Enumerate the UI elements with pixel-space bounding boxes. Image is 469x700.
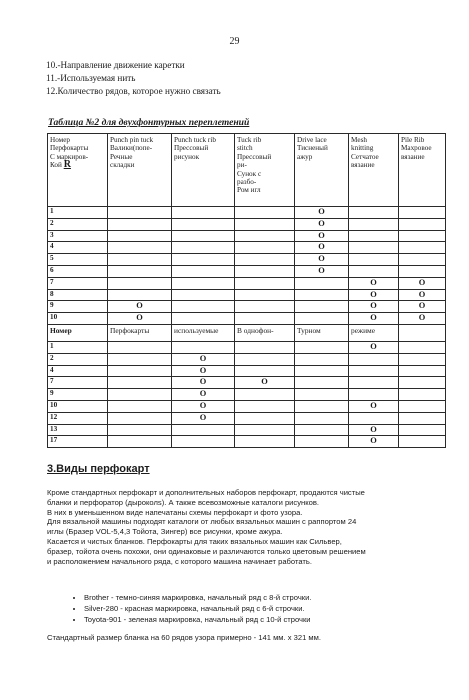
cell-mark: O xyxy=(370,400,377,410)
table-cell xyxy=(235,353,295,365)
header-text: рисунок xyxy=(174,152,200,161)
table-cell xyxy=(108,207,172,219)
table-cell xyxy=(235,265,295,277)
mid-header-cell: Номер xyxy=(48,324,108,341)
row-number: 2 xyxy=(48,353,108,365)
table-cell xyxy=(235,218,295,230)
table-cell xyxy=(108,289,172,301)
table-row xyxy=(48,254,446,266)
header-text: складки xyxy=(110,161,135,170)
cell-mark: O xyxy=(370,436,377,446)
header-tuck-rib-stitch xyxy=(235,134,295,207)
header-text: Punch pin tuck xyxy=(110,136,154,144)
header-text: Номер xyxy=(50,136,70,144)
cell-mark: O xyxy=(318,265,325,275)
table-cell xyxy=(172,254,235,266)
table-cell xyxy=(295,218,349,230)
table-cell xyxy=(399,412,446,424)
row-number: 10 xyxy=(48,400,108,412)
table-title: Таблица №2 для двухфонтурных переплетений xyxy=(48,117,250,128)
cell-mark: O xyxy=(318,254,325,264)
bullet-item: • Silver-280 - красная маркировка, начальный ряд с 6-й строчки. xyxy=(84,603,311,614)
table-cell xyxy=(108,436,172,448)
table-cell xyxy=(295,242,349,254)
row-number: 9 xyxy=(48,301,108,313)
cell-mark: O xyxy=(418,301,426,311)
intro-list xyxy=(46,59,221,98)
table-cell xyxy=(108,365,172,377)
table-cell xyxy=(235,301,295,313)
cell-mark: O xyxy=(318,242,325,252)
table-cell xyxy=(399,313,446,325)
table-cell xyxy=(108,400,172,412)
table-row xyxy=(48,207,446,219)
cell-mark: O xyxy=(418,313,426,323)
table-cell xyxy=(172,242,235,254)
row-number: 10 xyxy=(48,313,108,325)
table-cell xyxy=(349,365,399,377)
cell-mark: O xyxy=(199,412,207,422)
table-cell xyxy=(235,207,295,219)
row-number: 2 xyxy=(48,218,108,230)
table-row xyxy=(48,365,446,377)
header-text: Сетчатое xyxy=(351,152,379,161)
header-pile-rib xyxy=(399,134,446,207)
intro-line: 11.-Используемая нить xyxy=(46,73,136,83)
table-row xyxy=(48,341,446,353)
row-number: 13 xyxy=(48,424,108,436)
table-cell xyxy=(108,313,172,325)
row-number: 1 xyxy=(48,207,108,219)
footer-line: Стандартный размер бланка на 60 рядов узора примерно - 141 мм. х 321 мм. xyxy=(47,633,321,642)
header-text: вязание xyxy=(351,161,375,170)
table-cell xyxy=(172,412,235,424)
cell-mark: O xyxy=(136,301,143,311)
table-cell xyxy=(235,254,295,266)
row-number: 9 xyxy=(48,389,108,401)
cell-mark: O xyxy=(199,353,207,363)
header-text: Речные xyxy=(110,152,133,161)
header-text: Drive lace xyxy=(297,136,327,144)
header-text: Прессовый xyxy=(237,152,272,161)
mid-header-cell: Перфокарты xyxy=(108,324,172,341)
table-cell xyxy=(399,265,446,277)
mid-header-cell: Турном xyxy=(295,324,349,341)
table-cell xyxy=(349,412,399,424)
table-cell xyxy=(349,313,399,325)
header-text: Тисненый xyxy=(297,144,328,153)
row-number: 7 xyxy=(48,277,108,289)
table-cell xyxy=(172,265,235,277)
table-cell xyxy=(235,424,295,436)
table-cell xyxy=(349,301,399,313)
paragraph-line: бланки и перфоратор (дыроколs). А также всевозможные каталоги рисунков. xyxy=(47,497,319,507)
table-cell xyxy=(235,230,295,242)
mid-header-cell: режиме xyxy=(349,324,399,341)
header-text: Прессовый xyxy=(174,144,209,153)
table-cell xyxy=(349,242,399,254)
table-cell xyxy=(295,289,349,301)
table-cell xyxy=(172,277,235,289)
table-cell xyxy=(235,412,295,424)
table-cell xyxy=(399,230,446,242)
mid-header-cell: используемые xyxy=(172,324,235,341)
table-cell xyxy=(172,313,235,325)
table-cell xyxy=(349,254,399,266)
row-number: 17 xyxy=(48,436,108,448)
table-cell xyxy=(295,301,349,313)
paragraph-line: В них в уменьшенном виде напечатаны схемы перфокарт и фото узора. xyxy=(47,507,303,517)
header-text: Валики(попе- xyxy=(110,144,153,153)
cell-mark: O xyxy=(370,289,377,299)
paragraph-line: и расположением начального ряда, с которого машина начинает работать. xyxy=(47,556,312,566)
table-cell xyxy=(399,301,446,313)
table-cell xyxy=(399,424,446,436)
bullet-list xyxy=(72,592,311,625)
bullet-item: • Toyota-901 - зеленая маркировка, начальный ряд с 10-й строчки xyxy=(84,614,311,625)
table-cell xyxy=(235,377,295,389)
header-text: knitting xyxy=(351,144,374,153)
table-header-row xyxy=(48,134,446,207)
table-cell xyxy=(235,313,295,325)
header-text: Punch tuck rib xyxy=(174,136,216,144)
table-row xyxy=(48,277,446,289)
table-row xyxy=(48,313,446,325)
table-cell xyxy=(295,377,349,389)
table-row xyxy=(48,289,446,301)
header-text: С маркиров- xyxy=(50,152,89,161)
table-cell xyxy=(172,436,235,448)
header-punch-tuck-rib xyxy=(172,134,235,207)
table-cell xyxy=(295,365,349,377)
header-text: Pile Rib xyxy=(401,136,425,144)
header-text: Mesh xyxy=(351,136,367,144)
table-cell xyxy=(172,389,235,401)
cell-mark: O xyxy=(370,313,377,323)
paragraph-line: Касается и чистых бланков. Перфокарты для таких вязальных машин как Сильвер, xyxy=(47,536,342,546)
header-punch-pin-tuck xyxy=(108,134,172,207)
table-cell xyxy=(399,289,446,301)
table-cell xyxy=(235,242,295,254)
cell-mark: O xyxy=(261,377,268,387)
table-cell xyxy=(349,436,399,448)
cell-mark: O xyxy=(318,218,325,228)
cell-mark: O xyxy=(418,289,426,299)
table-cell xyxy=(108,230,172,242)
row-number: 3 xyxy=(48,230,108,242)
table-cell xyxy=(172,365,235,377)
header-text: Махровое xyxy=(401,144,432,153)
table-cell xyxy=(349,389,399,401)
table-cell xyxy=(399,365,446,377)
table-cell xyxy=(172,377,235,389)
table-cell xyxy=(349,277,399,289)
table-cell xyxy=(399,207,446,219)
table-cell xyxy=(399,436,446,448)
table-cell xyxy=(172,289,235,301)
table-cell xyxy=(349,353,399,365)
cell-mark: O xyxy=(318,230,325,240)
table-cell xyxy=(349,230,399,242)
bullet-item: • Brother - темно-синяя маркировка, начальный ряд с 8-й строчки. xyxy=(84,592,311,603)
header-text: Ром игл xyxy=(237,186,261,195)
table-bottom-rows xyxy=(48,341,446,447)
marking-r-label: R xyxy=(63,159,71,171)
cell-mark: O xyxy=(199,377,207,387)
table-cell xyxy=(172,424,235,436)
row-number: 5 xyxy=(48,254,108,266)
table-row xyxy=(48,218,446,230)
cell-mark: O xyxy=(418,277,426,287)
table-cell xyxy=(235,277,295,289)
table-row xyxy=(48,436,446,448)
table-row xyxy=(48,242,446,254)
section-paragraph xyxy=(47,488,447,566)
table-cell xyxy=(235,289,295,301)
table-cell xyxy=(108,389,172,401)
mid-header-cell: В однофон- xyxy=(235,324,295,341)
cell-mark: O xyxy=(136,313,143,323)
table-cell xyxy=(349,218,399,230)
header-mesh-knitting xyxy=(349,134,399,207)
paragraph-line: Для вязальной машины подходят каталоги от любых вязальных машин с раппортом 24 xyxy=(47,517,357,527)
cell-mark: O xyxy=(370,341,377,351)
table-cell xyxy=(295,277,349,289)
table-cell xyxy=(399,277,446,289)
table-cell xyxy=(349,400,399,412)
table-cell xyxy=(295,254,349,266)
table-row xyxy=(48,377,446,389)
table-cell xyxy=(108,377,172,389)
intro-line: 12.Количество рядов, которое нужно связать xyxy=(46,86,221,96)
header-text: Tuck rib xyxy=(237,136,262,144)
header-text: вязание xyxy=(401,152,425,161)
table-cell xyxy=(172,301,235,313)
cell-mark: O xyxy=(370,277,377,287)
header-card-number xyxy=(48,134,108,207)
table-cell xyxy=(235,365,295,377)
header-text: Кой xyxy=(50,161,62,170)
table-cell xyxy=(172,353,235,365)
table-row xyxy=(48,301,446,313)
section-title: 3.Виды перфокарт xyxy=(47,463,150,475)
table-cell xyxy=(108,254,172,266)
page-number: 29 xyxy=(229,36,240,47)
table-cell xyxy=(235,341,295,353)
table-cell xyxy=(399,254,446,266)
cell-mark: O xyxy=(199,389,207,399)
table-cell xyxy=(172,207,235,219)
row-number: 1 xyxy=(48,341,108,353)
table-cell xyxy=(108,218,172,230)
row-number: 12 xyxy=(48,412,108,424)
table-row xyxy=(48,389,446,401)
table-row xyxy=(48,400,446,412)
row-number: 4 xyxy=(48,242,108,254)
header-text: ажур xyxy=(297,152,313,161)
table-cell xyxy=(349,377,399,389)
table-cell xyxy=(235,400,295,412)
table-cell xyxy=(295,400,349,412)
table-cell xyxy=(349,289,399,301)
table-cell xyxy=(399,353,446,365)
table-cell xyxy=(349,207,399,219)
header-text xyxy=(50,161,105,169)
row-number: 7 xyxy=(48,377,108,389)
table-cell xyxy=(172,218,235,230)
header-text: разбо- xyxy=(237,178,257,187)
table-cell xyxy=(399,400,446,412)
table-cell xyxy=(172,341,235,353)
table-cell xyxy=(108,424,172,436)
table-top-rows xyxy=(48,207,446,325)
table-cell xyxy=(295,341,349,353)
cell-mark: O xyxy=(370,424,377,434)
table-cell xyxy=(172,230,235,242)
table-cell xyxy=(295,353,349,365)
table-row xyxy=(48,353,446,365)
table-row xyxy=(48,230,446,242)
table-cell xyxy=(295,265,349,277)
table-cell xyxy=(108,301,172,313)
paragraph-line: бразер, тойота очень похожи, они одинаковые и различаются только цветовым решением xyxy=(47,546,366,556)
paragraph-line: иглы (Бразер VOL-5,4,3 Тойота, Зингер) все рисунки, кроме ажура. xyxy=(47,527,283,537)
row-number: 6 xyxy=(48,265,108,277)
table-mid-header-row xyxy=(48,324,446,341)
table-row xyxy=(48,412,446,424)
table-cell xyxy=(108,265,172,277)
row-number: 8 xyxy=(48,289,108,301)
table-cell xyxy=(349,265,399,277)
cell-mark: O xyxy=(199,400,207,410)
row-number: 4 xyxy=(48,365,108,377)
header-drive-lace xyxy=(295,134,349,207)
table-cell xyxy=(295,389,349,401)
header-text: Перфокарты xyxy=(50,144,89,153)
table-cell xyxy=(108,277,172,289)
table-cell xyxy=(235,436,295,448)
cell-mark: O xyxy=(199,365,207,375)
table-row xyxy=(48,265,446,277)
header-text: Сунок с xyxy=(237,169,262,178)
mid-header-cell xyxy=(399,324,446,341)
cell-mark: O xyxy=(370,301,377,311)
header-text: stitch xyxy=(237,144,253,153)
table-cell xyxy=(295,436,349,448)
table-cell xyxy=(108,412,172,424)
table-cell xyxy=(108,242,172,254)
table-cell xyxy=(108,353,172,365)
stitch-table xyxy=(47,133,446,448)
header-text: ри- xyxy=(237,161,247,170)
table-cell xyxy=(295,207,349,219)
cell-mark: O xyxy=(318,207,325,216)
table-cell xyxy=(108,341,172,353)
table-cell xyxy=(295,412,349,424)
table-cell xyxy=(295,424,349,436)
table-cell xyxy=(235,389,295,401)
table-cell xyxy=(399,389,446,401)
table-row xyxy=(48,424,446,436)
table-cell xyxy=(399,341,446,353)
table-cell xyxy=(295,230,349,242)
table-cell xyxy=(399,242,446,254)
paragraph-line: Кроме стандартных перфокарт и дополнительных наборов перфокарт, продаются чистые xyxy=(47,488,365,497)
table-cell xyxy=(295,313,349,325)
table-cell xyxy=(172,400,235,412)
intro-line: 10.-Направление движение каретки xyxy=(46,60,185,70)
table-cell xyxy=(399,218,446,230)
table-cell xyxy=(399,377,446,389)
table-cell xyxy=(349,341,399,353)
table-cell xyxy=(349,424,399,436)
